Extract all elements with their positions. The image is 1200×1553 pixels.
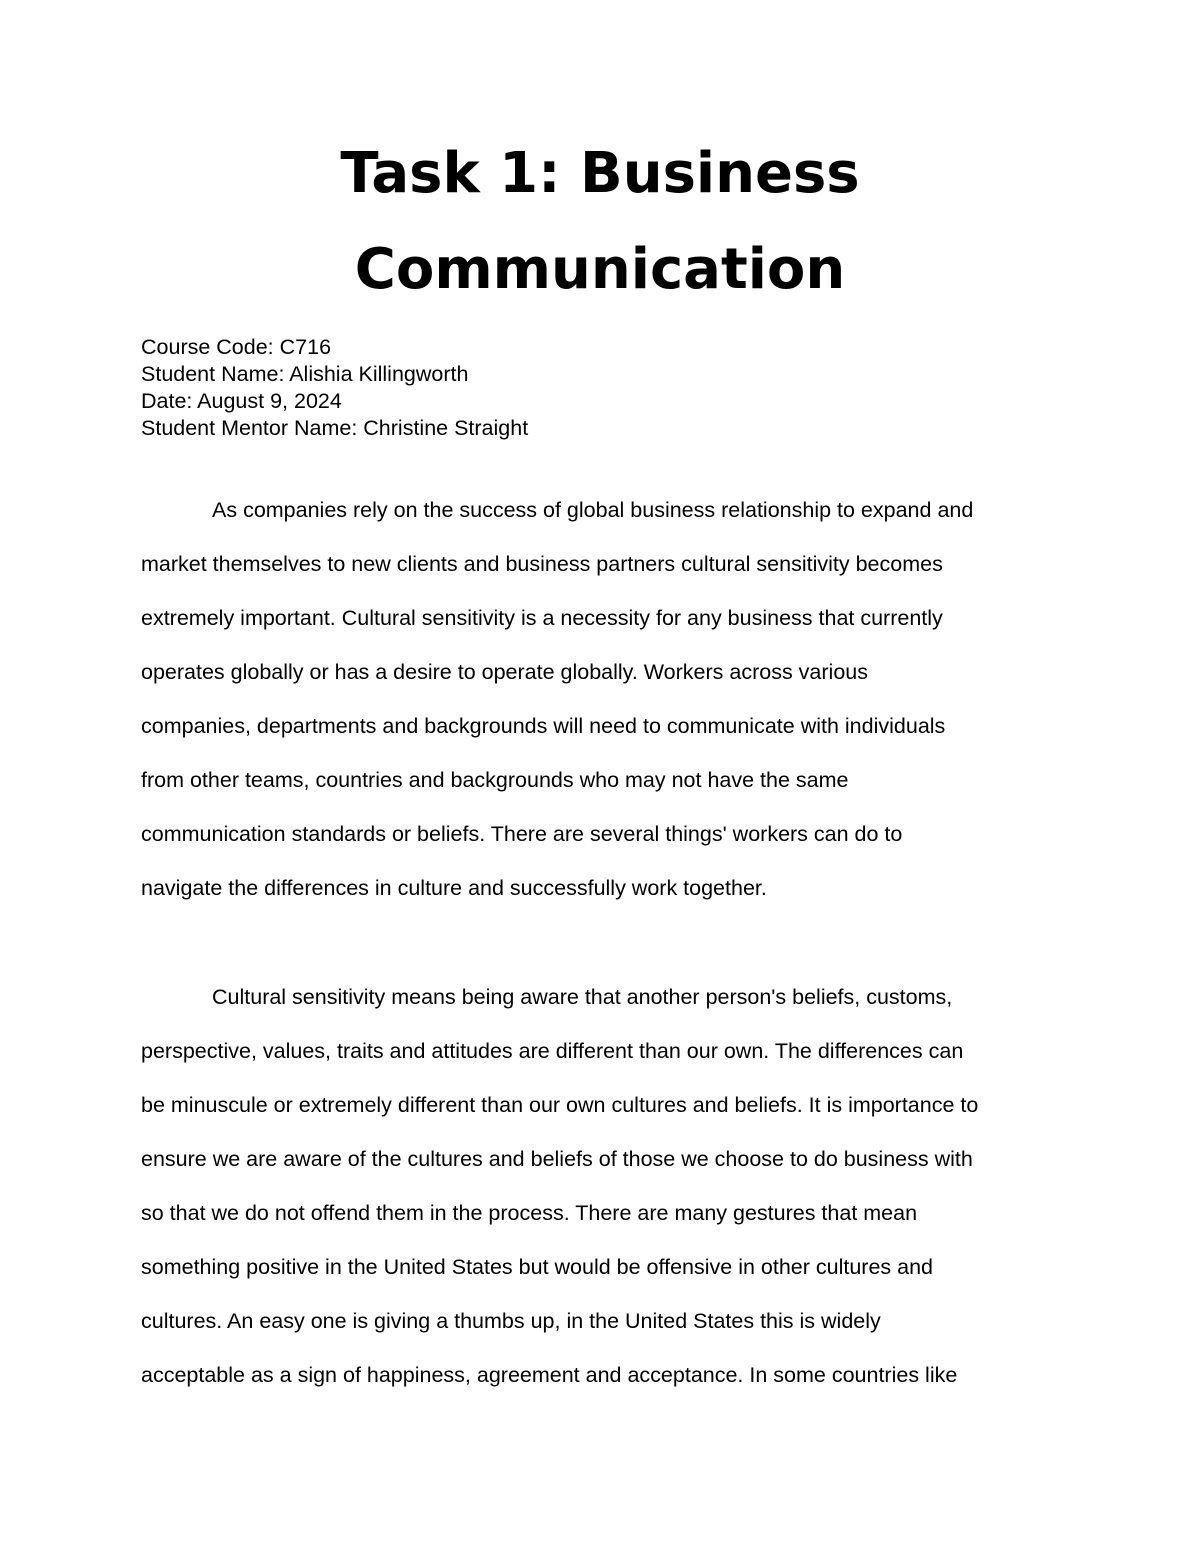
date: Date: August 9, 2024 (141, 389, 342, 413)
document-title-line-2: Communication (354, 237, 846, 302)
paragraph-line: communication standards or beliefs. There are several things' workers can do to (141, 822, 903, 846)
paragraph-line: perspective, values, traits and attitudes are different than our own. The differences can (141, 1039, 964, 1063)
document-title-line-1: Task 1: Business (340, 141, 860, 206)
paragraph-2 (141, 970, 978, 1402)
paragraph-line: be minuscule or extremely different than our own cultures and beliefs. It is importance to (141, 1093, 979, 1117)
paragraph-line: cultures. An easy one is giving a thumbs up, in the United States this is widely (141, 1309, 881, 1333)
paragraph-line: companies, departments and backgrounds will need to communicate with individuals (141, 714, 946, 738)
student-name: Student Name: Alishia Killingworth (141, 362, 469, 386)
paragraph-line: operates globally or has a desire to operate globally. Workers across various (141, 660, 868, 684)
paragraph-line: something positive in the United States but would be offensive in other cultures and (141, 1255, 934, 1279)
paragraph-line: ensure we are aware of the cultures and beliefs of those we choose to do business with (141, 1147, 973, 1171)
paragraph-line: so that we do not offend them in the process. There are many gestures that mean (141, 1201, 918, 1225)
paragraph-line: acceptable as a sign of happiness, agreement and acceptance. In some countries like (141, 1363, 958, 1387)
paragraph-line: As companies rely on the success of global business relationship to expand and (212, 498, 974, 522)
paragraph-line: Cultural sensitivity means being aware that another person's beliefs, customs, (212, 985, 953, 1009)
paragraph-1 (141, 483, 973, 915)
course-code: Course Code: C716 (141, 335, 332, 359)
paragraph-line: extremely important. Cultural sensitivity is a necessity for any business that currently (141, 606, 943, 630)
document-metadata (141, 334, 1081, 442)
paragraph-line: navigate the differences in culture and successfully work together. (141, 876, 767, 900)
paragraph-line: market themselves to new clients and business partners cultural sensitivity becomes (141, 552, 943, 576)
paragraph-line: from other teams, countries and backgrounds who may not have the same (141, 768, 849, 792)
student-mentor-name: Student Mentor Name: Christine Straight (141, 416, 529, 440)
